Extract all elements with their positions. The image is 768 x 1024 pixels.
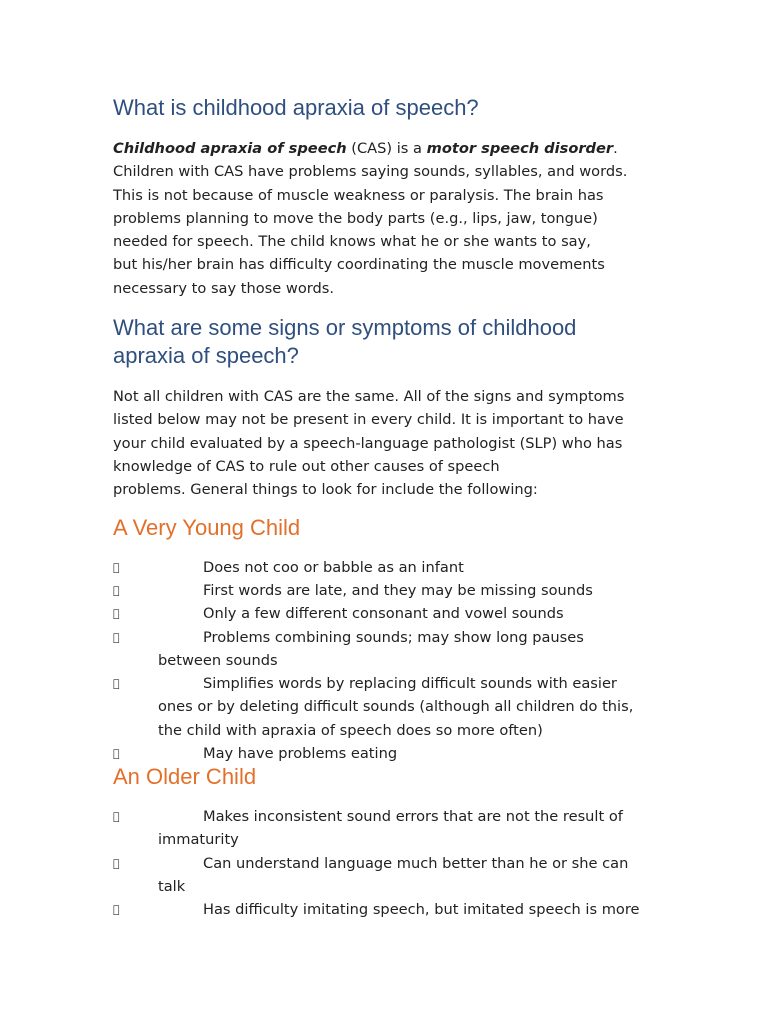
paragraph-line: needed for speech. The child knows what he or she wants to say, [113,233,591,251]
bullet-icon [113,602,125,625]
intro-paragraph [113,137,673,300]
bullet-icon [113,742,125,765]
paragraph-line: This is not because of muscle weakness or paralysis. The brain has [113,186,604,204]
intro-first-line: Childhood apraxia of speech (CAS) is a motor speech disorder. [113,140,618,157]
paragraph-line: problems planning to move the body parts (e.g., lips, jaw, tongue) [113,209,598,227]
list-item: First words are late, and they may be missing sounds [113,579,673,602]
list-item: Only a few different consonant and vowel sounds [113,602,673,625]
paragraph-line: listed below may not be present in every child. It is important to have [113,411,624,429]
bullet-icon [113,805,125,828]
bullet-icon [113,852,125,875]
list-item: May have problems eating [113,742,673,765]
bullet-icon [113,556,125,579]
heading-signs-symptoms: What are some signs or symptoms of childhood apraxia of speech? [113,315,577,368]
list-item: Makes inconsistent sound errors that are not the result of immaturity [113,805,673,852]
list-item: Does not coo or babble as an infant [113,556,673,579]
symptoms-intro-paragraph [113,385,673,501]
paragraph-line: Not all children with CAS are the same. All of the signs and symptoms [113,388,625,405]
term-cas: Childhood apraxia of speech [113,140,347,157]
list-item: Has difficulty imitating speech, but imitated speech is more [113,898,673,921]
heading-very-young-child: A Very Young Child [113,515,301,540]
list-item: Can understand language much better than he or she can talk [113,852,673,899]
list-item: Problems combining sounds; may show long pauses between sounds [113,626,673,673]
bullet-icon [113,626,125,649]
paragraph-line: Children with CAS have problems saying sounds, syllables, and words. [113,163,628,181]
paragraph-line: your child evaluated by a speech-language pathologist (SLP) who has [113,434,623,452]
list-item: Simplifies words by replacing difficult sounds with easier ones or by deleting difficult sounds (although all children do this, the child with apraxia of speech does so more often) [113,672,673,742]
paragraph-line: knowledge of CAS to rule out other causes of speech [113,457,500,475]
bullet-icon [113,672,125,695]
paragraph-line: but his/her brain has difficulty coordinating the muscle movements [113,256,605,274]
paragraph-line: problems. General things to look for include the following: [113,481,538,499]
bullet-icon [113,898,125,921]
bullet-icon [113,579,125,602]
paragraph-line: necessary to say those words. [113,279,335,297]
heading-what-is-cas: What is childhood apraxia of speech? [113,95,479,120]
term-motor-speech-disorder: motor speech disorder [426,140,614,157]
heading-older-child: An Older Child [113,764,257,789]
